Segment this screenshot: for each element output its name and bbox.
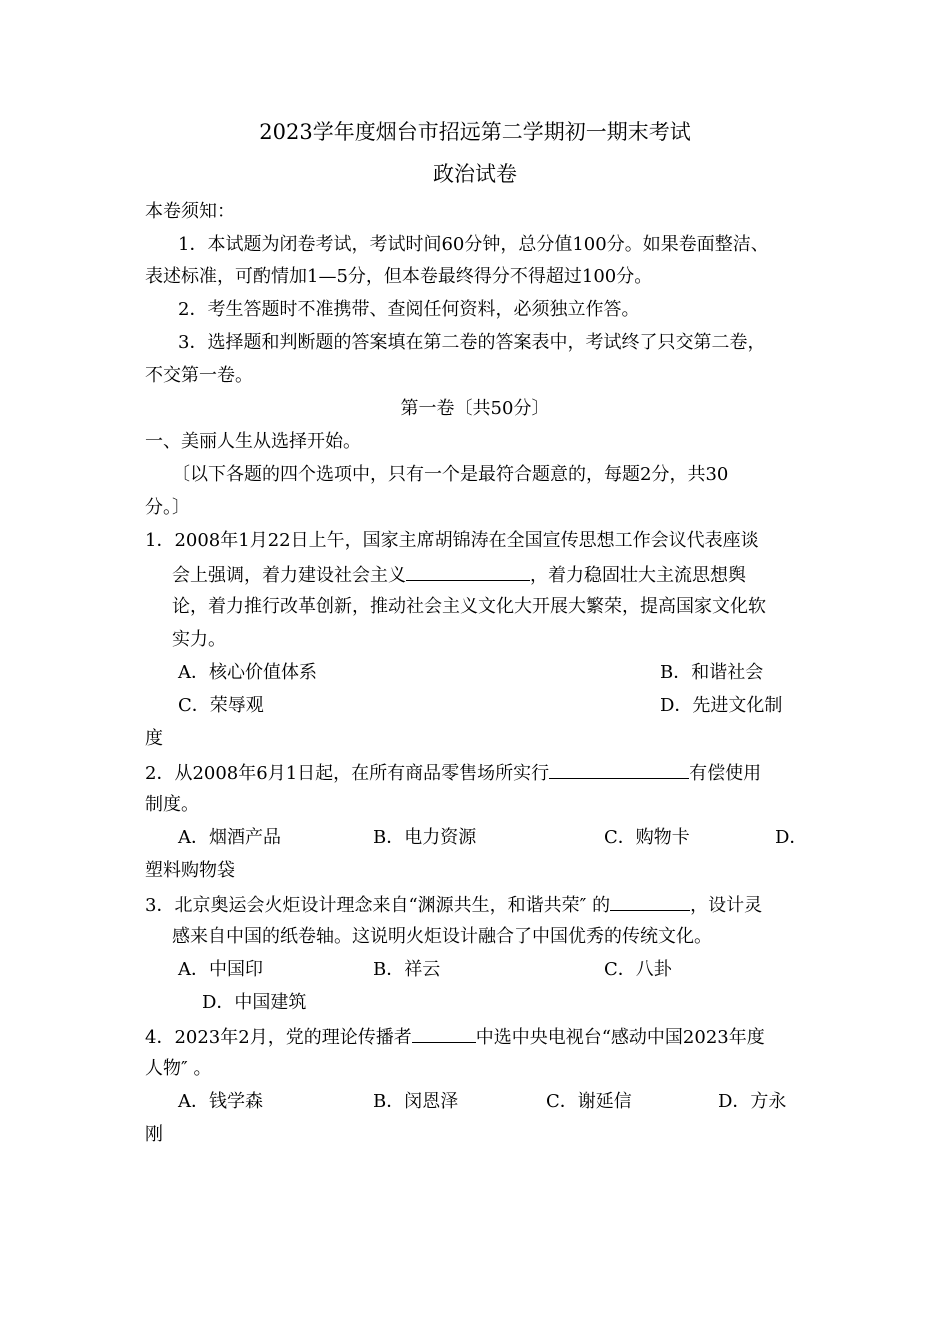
q3-stem-line2: 感来自中国的纸卷轴。这说明火炬设计融合了中国优秀的传统文化。 (172, 926, 712, 947)
q2-option-b: B．电力资源 (373, 827, 477, 848)
notice-item-2: 2．考生答题时不准携带、查阅任何资料，必须独立作答。 (178, 299, 640, 320)
q4-stem-text-b: 中选中央电视台“感动中国2023年度 (475, 1027, 765, 1048)
q1-option-d: D．先进文化制 (660, 695, 783, 716)
q1-stem-line2 (172, 562, 746, 588)
q3-stem-text-a: 3．北京奥运会火炬设计理念来自“渊源共生，和谐共荣″ 的 (145, 895, 611, 916)
q1-stem: 1．2008年1月22日上午，国家主席胡锦涛在全国宣传思想工作会议代表座谈 (145, 530, 759, 551)
notice-item-3-cont: 不交第一卷。 (145, 365, 253, 386)
q1-stem-text-b: ，着力稳固壮大主流思想舆 (530, 565, 746, 586)
q3-option-a: A．中国印 (178, 959, 263, 980)
q2-stem-line2: 制度。 (145, 794, 199, 815)
part-title: 一、美丽人生从选择开始。 (145, 431, 361, 452)
q2-option-d-cont: 塑料购物袋 (145, 860, 235, 881)
part-instruction-cont: 分。〕 (145, 497, 190, 518)
q4-option-b: B．闵恩泽 (373, 1091, 459, 1112)
q1-stem-line4: 实力。 (172, 629, 226, 650)
q1-option-c: C．荣辱观 (178, 695, 264, 716)
notice-item-1-cont: 表述标准，可酌情加1—5分，但本卷最终得分不得超过100分。 (145, 266, 653, 287)
notice-item-1: 1．本试题为闭卷考试，考试时间60分钟，总分值100分。如果卷面整洁、 (178, 234, 769, 255)
q1-option-a: A．核心价值体系 (178, 662, 317, 683)
q3-answer-blank (610, 892, 690, 911)
q4-option-c: C．谢延信 (546, 1091, 632, 1112)
q2-stem-text-b: 有偿使用 (689, 763, 762, 784)
q3-option-c: C．八卦 (604, 959, 672, 980)
q1-option-b: B．和谐社会 (660, 662, 764, 683)
q4-answer-blank (412, 1024, 476, 1043)
volume-title: 第一卷〔共50分〕 (400, 398, 550, 419)
exam-subtitle: 政治试卷 (433, 162, 517, 186)
q2-answer-blank (549, 760, 689, 779)
q3-option-d: D．中国建筑 (202, 992, 307, 1013)
q4-stem (145, 1024, 765, 1050)
notice-heading: 本卷须知： (145, 201, 235, 222)
notice-item-3: 3．选择题和判断题的答案填在第二卷的答案表中，考试终了只交第二卷， (178, 332, 766, 353)
q3-option-b: B．祥云 (373, 959, 441, 980)
q2-option-d: D． (775, 827, 808, 848)
q3-stem-text-b: ，设计灵 (690, 895, 763, 916)
q1-stem-line3: 论，着力推行改革创新，推动社会主义文化大开展大繁荣，提高国家文化软 (172, 596, 766, 617)
exam-title: 2023学年度烟台市招远第二学期初一期末考试 (259, 120, 691, 144)
q4-option-d-cont: 刚 (145, 1124, 163, 1145)
q2-stem (145, 760, 761, 786)
q2-stem-text-a: 2．从2008年6月1日起，在所有商品零售场所实行 (145, 763, 550, 784)
q4-option-a: A．钱学森 (178, 1091, 263, 1112)
part-instruction: 〔以下各题的四个选项中，只有一个是最符合题意的，每题2分，共30 (172, 464, 729, 485)
q3-stem (145, 892, 762, 918)
q2-option-c: C．购物卡 (604, 827, 690, 848)
q1-option-d-cont: 度 (145, 728, 163, 749)
q4-option-d: D．方永 (718, 1091, 787, 1112)
q4-stem-line2: 人物″ 。 (145, 1058, 212, 1079)
q1-stem-text-a: 会上强调，着力建设社会主义 (172, 565, 406, 586)
q4-stem-text-a: 4．2023年2月，党的理论传播者 (145, 1027, 412, 1048)
q2-option-a: A．烟酒产品 (178, 827, 281, 848)
q1-answer-blank (406, 562, 530, 581)
